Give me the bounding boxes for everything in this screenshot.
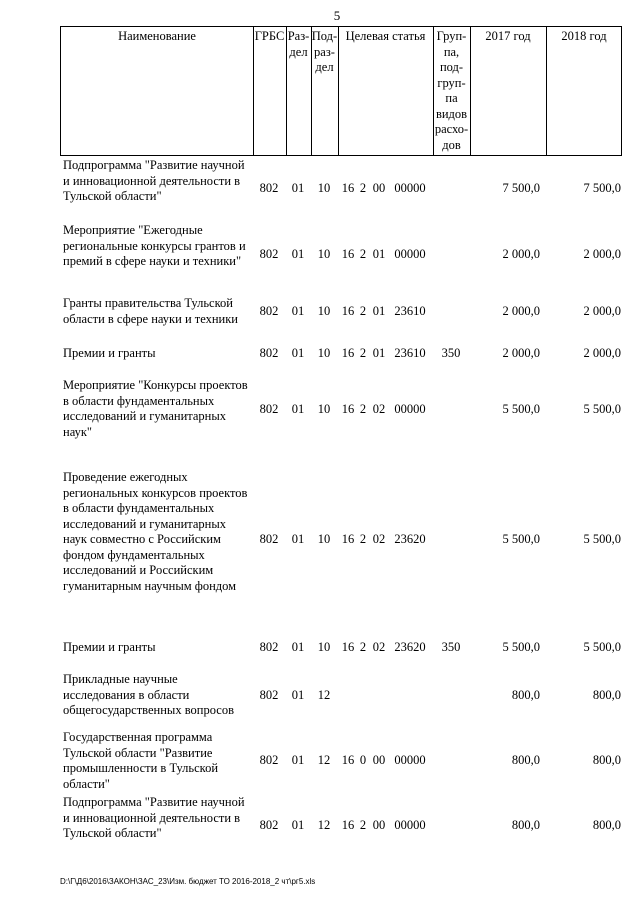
row-subprogram-code: 2 — [359, 247, 367, 261]
row-podrazdel: 12 — [317, 753, 331, 767]
row-podrazdel: 12 — [317, 818, 331, 832]
row-event-code: 02 — [372, 532, 386, 546]
row-direction-code: 00000 — [394, 818, 426, 832]
row-expense-group: 350 — [441, 640, 461, 654]
row-event-code: 01 — [372, 247, 386, 261]
row-podrazdel: 10 — [317, 402, 331, 416]
row-value-2018: 2 000,0 — [583, 304, 621, 318]
row-direction-code: 00000 — [394, 181, 426, 195]
row-grbs: 802 — [259, 247, 279, 261]
col-divider — [338, 27, 339, 155]
row-subprogram-code: 0 — [359, 753, 367, 767]
row-name: Премии и гранты — [63, 640, 156, 654]
row-event-code: 00 — [372, 818, 386, 832]
row-grbs: 802 — [259, 818, 279, 832]
header-target-article: Целевая статья — [345, 29, 426, 43]
row-grbs: 802 — [259, 753, 279, 767]
row-razdel: 01 — [291, 304, 305, 318]
row-value-2017: 800,0 — [511, 818, 540, 832]
row-value-2018: 5 500,0 — [583, 402, 621, 416]
row-value-2018: 7 500,0 — [583, 181, 621, 195]
row-grbs: 802 — [259, 532, 279, 546]
row-program-code: 16 — [341, 346, 355, 360]
header-2018: 2018 год — [561, 29, 607, 43]
row-value-2017: 800,0 — [511, 688, 540, 702]
row-value-2017: 800,0 — [511, 753, 540, 767]
row-name: Мероприятие "Ежегодные региональные конкурсы грантов и премий в сфере науки и техники" — [63, 223, 246, 268]
row-value-2018: 2 000,0 — [583, 247, 621, 261]
col-divider — [546, 27, 547, 155]
row-name: Прикладные научные исследования в области общегосударственных вопросов — [63, 672, 234, 717]
row-direction-code: 23620 — [394, 640, 426, 654]
row-event-code: 02 — [372, 640, 386, 654]
row-name: Подпрограмма "Развитие научной и инновационной деятельности в Тульской области" — [63, 158, 245, 203]
col-divider — [470, 27, 471, 155]
row-expense-group: 350 — [441, 346, 461, 360]
row-value-2018: 800,0 — [592, 818, 621, 832]
row-event-code: 01 — [372, 346, 386, 360]
row-grbs: 802 — [259, 640, 279, 654]
header-expense-group: Груп- па, под- груп- па видов расхо- дов — [434, 29, 469, 152]
row-event-code: 00 — [372, 181, 386, 195]
row-direction-code: 23620 — [394, 532, 426, 546]
table-header — [60, 26, 622, 156]
row-grbs: 802 — [259, 402, 279, 416]
row-value-2018: 2 000,0 — [583, 346, 621, 360]
row-value-2018: 5 500,0 — [583, 640, 621, 654]
row-direction-code: 23610 — [394, 304, 426, 318]
row-subprogram-code: 2 — [359, 818, 367, 832]
row-grbs: 802 — [259, 181, 279, 195]
row-direction-code: 00000 — [394, 402, 426, 416]
row-grbs: 802 — [259, 688, 279, 702]
row-program-code: 16 — [341, 247, 355, 261]
row-subprogram-code: 2 — [359, 532, 367, 546]
row-value-2018: 5 500,0 — [583, 532, 621, 546]
col-divider — [253, 27, 254, 155]
row-value-2017: 2 000,0 — [502, 247, 540, 261]
row-name: Проведение ежегодных региональных конкурсов проектов в области фундаментальных исследований и гуманитарных наук совместно с Российским фондом фундаментальных исследований и Российским гуманитарным научным фондом — [63, 470, 248, 593]
row-event-code: 01 — [372, 304, 386, 318]
row-razdel: 01 — [291, 753, 305, 767]
row-grbs: 802 — [259, 304, 279, 318]
header-name: Наименование — [118, 29, 196, 43]
header-grbs: ГРБС — [254, 29, 285, 43]
page-number: 5 — [333, 8, 341, 23]
row-value-2018: 800,0 — [592, 753, 621, 767]
row-program-code: 16 — [341, 181, 355, 195]
row-direction-code: 23610 — [394, 346, 426, 360]
row-subprogram-code: 2 — [359, 640, 367, 654]
row-direction-code: 00000 — [394, 753, 426, 767]
row-program-code: 16 — [341, 818, 355, 832]
header-2017: 2017 год — [485, 29, 531, 43]
row-subprogram-code: 2 — [359, 402, 367, 416]
row-razdel: 01 — [291, 402, 305, 416]
row-podrazdel: 10 — [317, 304, 331, 318]
row-podrazdel: 10 — [317, 181, 331, 195]
file-path-footer: D:\Г\Д6\2016\ЗАКОН\ЗАС_23\Изм. бюджет ТО 2016-2018_2 чт\рг5.xls — [60, 877, 316, 886]
header-razdel: Раз- дел — [287, 29, 310, 59]
row-razdel: 01 — [291, 181, 305, 195]
header-podrazdel: Под- раз- дел — [311, 29, 338, 74]
row-value-2018: 800,0 — [592, 688, 621, 702]
row-name: Гранты правительства Тульской области в сфере науки и техники — [63, 296, 238, 326]
row-value-2017: 5 500,0 — [502, 402, 540, 416]
row-podrazdel: 10 — [317, 247, 331, 261]
row-event-code: 00 — [372, 753, 386, 767]
row-value-2017: 2 000,0 — [502, 346, 540, 360]
row-name: Мероприятие "Конкурсы проектов в области фундаментальных исследований и гуманитарных наук" — [63, 378, 248, 439]
row-value-2017: 5 500,0 — [502, 532, 540, 546]
row-podrazdel: 10 — [317, 346, 331, 360]
row-value-2017: 5 500,0 — [502, 640, 540, 654]
row-razdel: 01 — [291, 640, 305, 654]
row-razdel: 01 — [291, 346, 305, 360]
row-razdel: 01 — [291, 688, 305, 702]
row-program-code: 16 — [341, 304, 355, 318]
row-name: Подпрограмма "Развитие научной и инновационной деятельности в Тульской области" — [63, 795, 245, 840]
row-grbs: 802 — [259, 346, 279, 360]
row-subprogram-code: 2 — [359, 181, 367, 195]
row-direction-code: 00000 — [394, 247, 426, 261]
row-name: Премии и гранты — [63, 346, 156, 360]
row-value-2017: 2 000,0 — [502, 304, 540, 318]
row-program-code: 16 — [341, 532, 355, 546]
row-razdel: 01 — [291, 247, 305, 261]
row-podrazdel: 10 — [317, 640, 331, 654]
row-razdel: 01 — [291, 532, 305, 546]
row-razdel: 01 — [291, 818, 305, 832]
row-subprogram-code: 2 — [359, 346, 367, 360]
row-name: Государственная программа Тульской области "Развитие промышленности в Тульской области" — [63, 730, 219, 791]
row-program-code: 16 — [341, 402, 355, 416]
row-value-2017: 7 500,0 — [502, 181, 540, 195]
row-program-code: 16 — [341, 640, 355, 654]
row-podrazdel: 10 — [317, 532, 331, 546]
row-event-code: 02 — [372, 402, 386, 416]
row-program-code: 16 — [341, 753, 355, 767]
row-subprogram-code: 2 — [359, 304, 367, 318]
row-podrazdel: 12 — [317, 688, 331, 702]
